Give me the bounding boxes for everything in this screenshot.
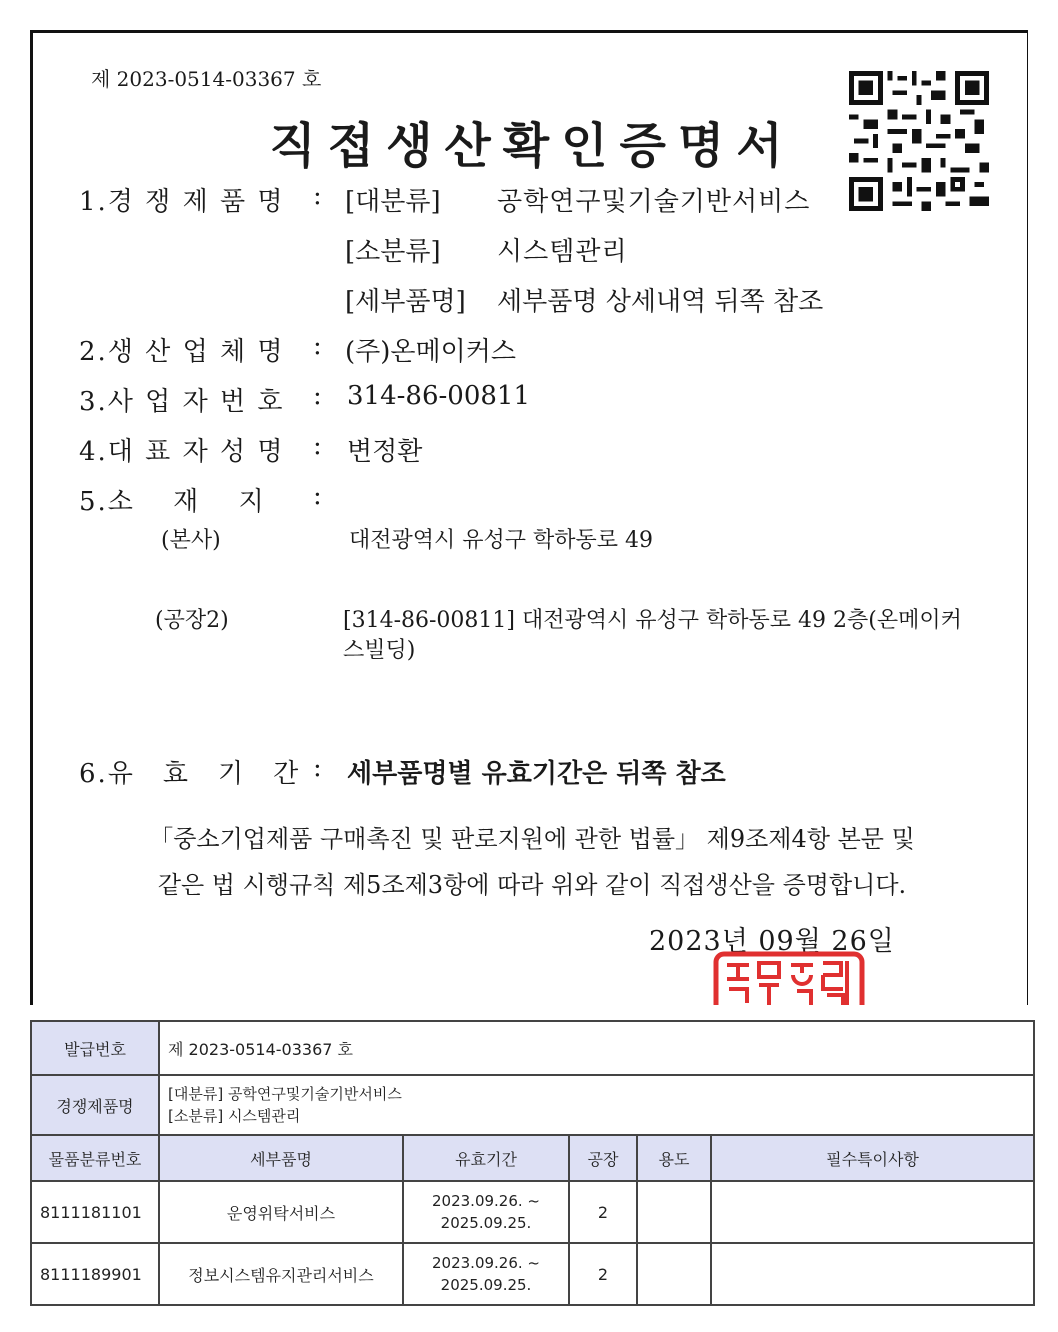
major-category-tag: [대분류] (345, 187, 441, 217)
table-row (31, 1181, 1034, 1243)
product-name-cell (159, 1075, 1034, 1135)
validity-value: 세부품명별 유효기간은 뒤쪽 참조 (347, 759, 726, 789)
certificate-title: 직접생산확인증명서 (269, 118, 795, 174)
validity-colon: : (313, 753, 322, 783)
hq-address: 대전광역시 유성구 학하동로 49 (349, 528, 653, 553)
factory-address-line2: 스빌딩) (343, 638, 416, 663)
col-header-note: 필수특이사항 (711, 1135, 1034, 1181)
major-category-value: 공학연구및기술기반서비스 (497, 187, 811, 217)
row-factory: 2 (569, 1243, 637, 1305)
row-usage (637, 1243, 711, 1305)
row-period-end: 2025.09.25. (440, 1214, 532, 1232)
row-period (403, 1181, 569, 1243)
minor-category-tag: [소분류] (345, 237, 441, 267)
detail-product-value: 세부품명 상세내역 뒤쪽 참조 (497, 287, 824, 317)
qr-code (849, 71, 989, 211)
row-period-end: 2025.09.25. (440, 1276, 532, 1294)
table-row (31, 1243, 1034, 1305)
col-header-period: 유효기간 (403, 1135, 569, 1181)
issue-date: 2023년 09월 26일 (649, 926, 895, 957)
validity-label: 6.유 효 기 간 (79, 759, 301, 789)
official-seal (713, 951, 865, 1005)
row-note (711, 1181, 1034, 1243)
row-period (403, 1243, 569, 1305)
statement-line2: 같은 법 시행규칙 제5조제3항에 따라 위와 같이 직접생산을 증명합니다. (157, 871, 907, 899)
minor-category-value: 시스템관리 (497, 237, 628, 267)
location-label: 5.소 재 지 (79, 487, 266, 517)
factory-label: (공장2) (155, 608, 229, 633)
company-value: (주)온메이커스 (345, 337, 516, 367)
row-period-start: 2023.09.26. ~ (432, 1254, 540, 1272)
factory-address-line1: [314-86-00811] 대전광역시 유성구 학하동로 49 2층(온메이커 (343, 608, 962, 633)
row-note (711, 1243, 1034, 1305)
bizno-colon: : (313, 381, 322, 411)
product-colon: : (313, 181, 322, 211)
statement-line1: 「중소기업제품 구매촉진 및 판로지원에 관한 법률」 제9조제4항 본문 및 (149, 825, 915, 853)
row-name: 정보시스템유지관리서비스 (159, 1243, 403, 1305)
issue-number: 제 2023-0514-03367 호 (91, 67, 322, 91)
row-code: 8111181101 (31, 1181, 159, 1243)
detail-product-tag: [세부품명] (345, 287, 466, 317)
issue-number-cell: 제 2023-0514-03367 호 (159, 1021, 1034, 1075)
row-factory: 2 (569, 1181, 637, 1243)
col-header-name: 세부품명 (159, 1135, 403, 1181)
bizno-value: 314-86-00811 (347, 381, 530, 411)
bizno-label: 3.사 업 자 번 호 (79, 387, 285, 417)
row-period-start: 2023.09.26. ~ (432, 1192, 540, 1210)
row-code: 8111189901 (31, 1243, 159, 1305)
issue-number-header: 발급번호 (31, 1021, 159, 1075)
company-label: 2.생 산 업 체 명 (79, 337, 285, 367)
product-name-header: 경쟁제품명 (31, 1075, 159, 1135)
location-colon: : (313, 481, 322, 511)
row-usage (637, 1181, 711, 1243)
col-header-usage: 용도 (637, 1135, 711, 1181)
detail-table (30, 1020, 1035, 1306)
row-name: 운영위탁서비스 (159, 1181, 403, 1243)
company-colon: : (313, 331, 322, 361)
col-header-factory: 공장 (569, 1135, 637, 1181)
col-header-code: 물품분류번호 (31, 1135, 159, 1181)
product-line1: [대분류] 공학연구및기술기반서비스 (168, 1085, 402, 1103)
ceo-colon: : (313, 431, 322, 461)
ceo-value: 변정환 (347, 437, 423, 467)
certificate (30, 30, 1028, 1005)
product-label: 1.경 쟁 제 품 명 (79, 187, 285, 217)
hq-label: (본사) (161, 528, 221, 553)
ceo-label: 4.대 표 자 성 명 (79, 437, 285, 467)
product-line2: [소분류] 시스템관리 (168, 1107, 301, 1125)
